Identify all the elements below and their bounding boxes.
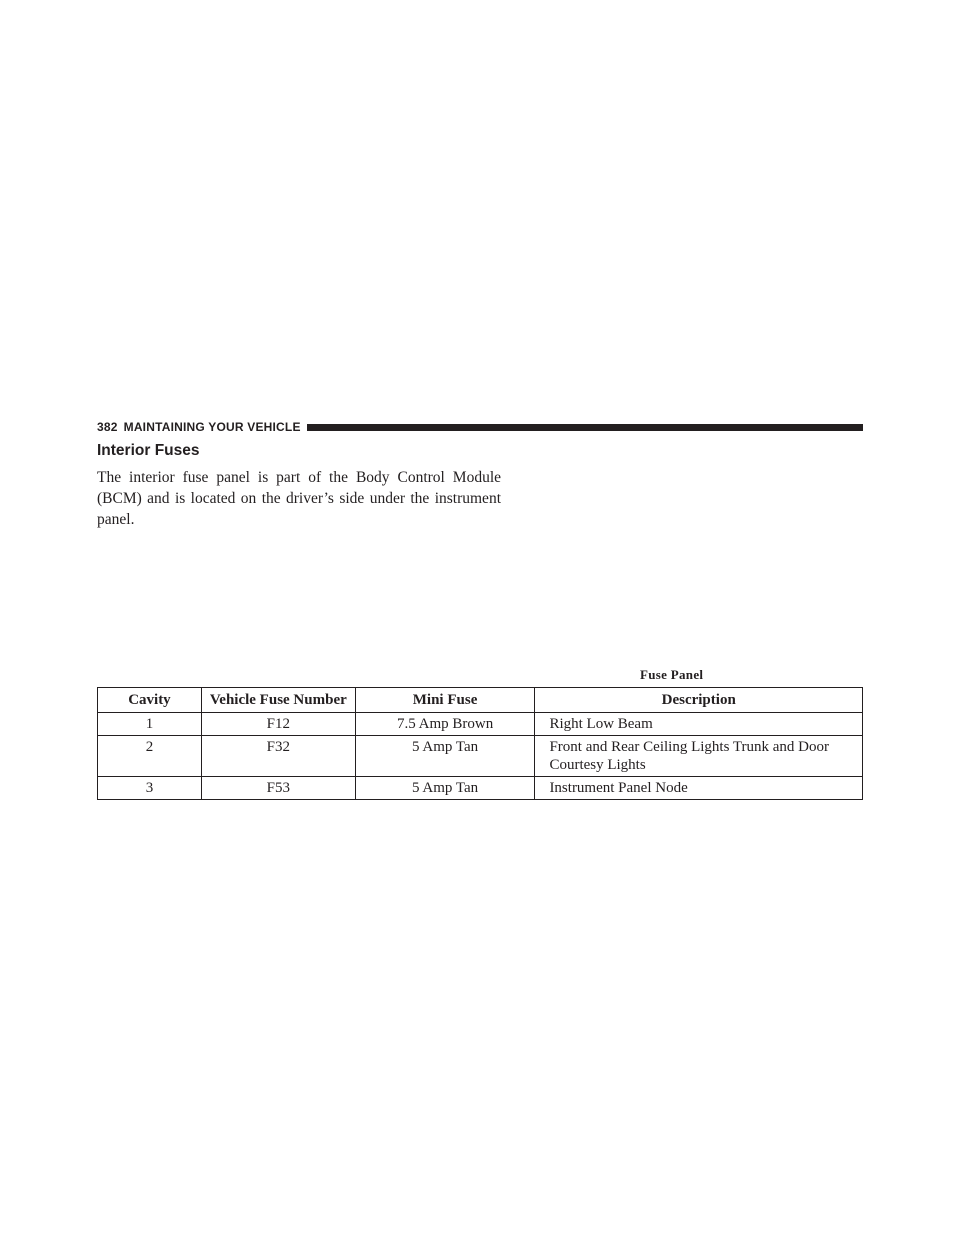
- section-title: MAINTAINING YOUR VEHICLE: [123, 420, 301, 434]
- table-row: [98, 736, 863, 777]
- cell-fuse-number: F53: [201, 777, 355, 800]
- cell-description: Instrument Panel Node: [535, 777, 863, 800]
- table-header-row: [98, 688, 863, 713]
- figure-caption: Fuse Panel: [640, 667, 704, 682]
- cell-fuse-number: F32: [201, 736, 355, 777]
- column-header-mini-fuse: Mini Fuse: [355, 688, 535, 713]
- column-header-cavity: Cavity: [98, 688, 202, 713]
- table-row: [98, 777, 863, 800]
- cell-mini-fuse: 5 Amp Tan: [355, 736, 535, 777]
- cell-mini-fuse: 7.5 Amp Brown: [355, 713, 535, 736]
- cell-cavity: 2: [98, 736, 202, 777]
- cell-mini-fuse: 5 Amp Tan: [355, 777, 535, 800]
- header-rule: [307, 424, 863, 431]
- fuse-table: [97, 687, 863, 800]
- cell-cavity: 3: [98, 777, 202, 800]
- column-header-fuse-number: Vehicle Fuse Number: [201, 688, 355, 713]
- cell-description: Right Low Beam: [535, 713, 863, 736]
- page-number: 382: [97, 420, 118, 434]
- table-row: [98, 713, 863, 736]
- section-heading: Interior Fuses: [97, 442, 200, 459]
- cell-cavity: 1: [98, 713, 202, 736]
- running-header: [97, 419, 863, 435]
- body-paragraph: The interior fuse panel is part of the Body Control Module (BCM) and is located on the driver’s side under the instrument panel.: [97, 469, 501, 528]
- cell-description: Front and Rear Ceiling Lights Trunk and Door Courtesy Lights: [535, 736, 863, 777]
- cell-fuse-number: F12: [201, 713, 355, 736]
- column-header-description: Description: [535, 688, 863, 713]
